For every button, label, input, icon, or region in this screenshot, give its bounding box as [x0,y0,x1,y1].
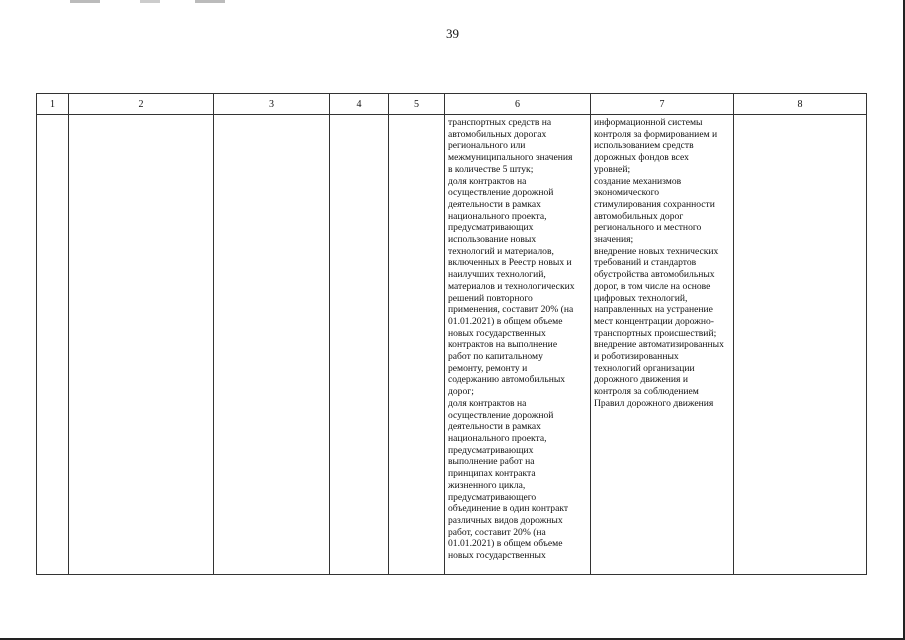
cell-col1 [37,115,69,575]
cell-col8 [734,115,867,575]
header-cell-1: 1 [37,94,69,115]
table-row [37,115,867,575]
header-cell-4: 4 [330,94,389,115]
cell-col5 [389,115,445,575]
header-cell-3: 3 [214,94,330,115]
cell-col6 [445,115,591,575]
cell-col3 [214,115,330,575]
measures-text: информационной системы контроля за формированием и использованием средств дорожных фондов всех уровней; создание механизмов экономического стимулирования сохранности автомобильных дорог регионального и местного значения; внедрение новых технических требований и стандартов обустройства автомобильных дорог, в том числе на основе цифровых технологий, направленных на устранение мест концентрации дорожно- транспортных происшествий; внедрение автоматизированных и роботизированных технологий организации дорожного движения и контроля за соблюдением Правил дорожного движения [594,117,724,409]
header-cell-5: 5 [389,94,445,115]
cell-col2 [69,115,214,575]
document-table [36,93,867,575]
scan-artifact [0,0,905,3]
indicators-text: транспортных средств на автомобильных дорогах регионального или межмуниципального значения в количестве 5 штук; доля контрактов на осуществление дорожной деятельности в рамках национального проекта, предусматривающих использование новых технологий и материалов, включенных в Реестр новых и наилучших технологий, материалов и технологических решений повторного применения, составит 20% (на 01.01.2021) в общем объеме новых государственных контрактов на выполнение работ по капитальному ремонту, ремонту и содержанию автомобильных дорог; доля контрактов на осуществление дорожной деятельности в рамках национального проекта, предусматривающих выполнение работ на принципах контракта жизненного цикла, предусматривающего объединение в один контракт различных видов дорожных работ, составит 20% (на 01.01.2021) в общем объеме новых государственных [448,117,575,562]
header-cell-6: 6 [445,94,591,115]
header-cell-7: 7 [591,94,734,115]
cell-col4 [330,115,389,575]
page-number: 39 [446,26,459,41]
header-cell-8: 8 [734,94,867,115]
cell-col7 [591,115,734,575]
header-row [37,94,867,115]
header-cell-2: 2 [69,94,214,115]
